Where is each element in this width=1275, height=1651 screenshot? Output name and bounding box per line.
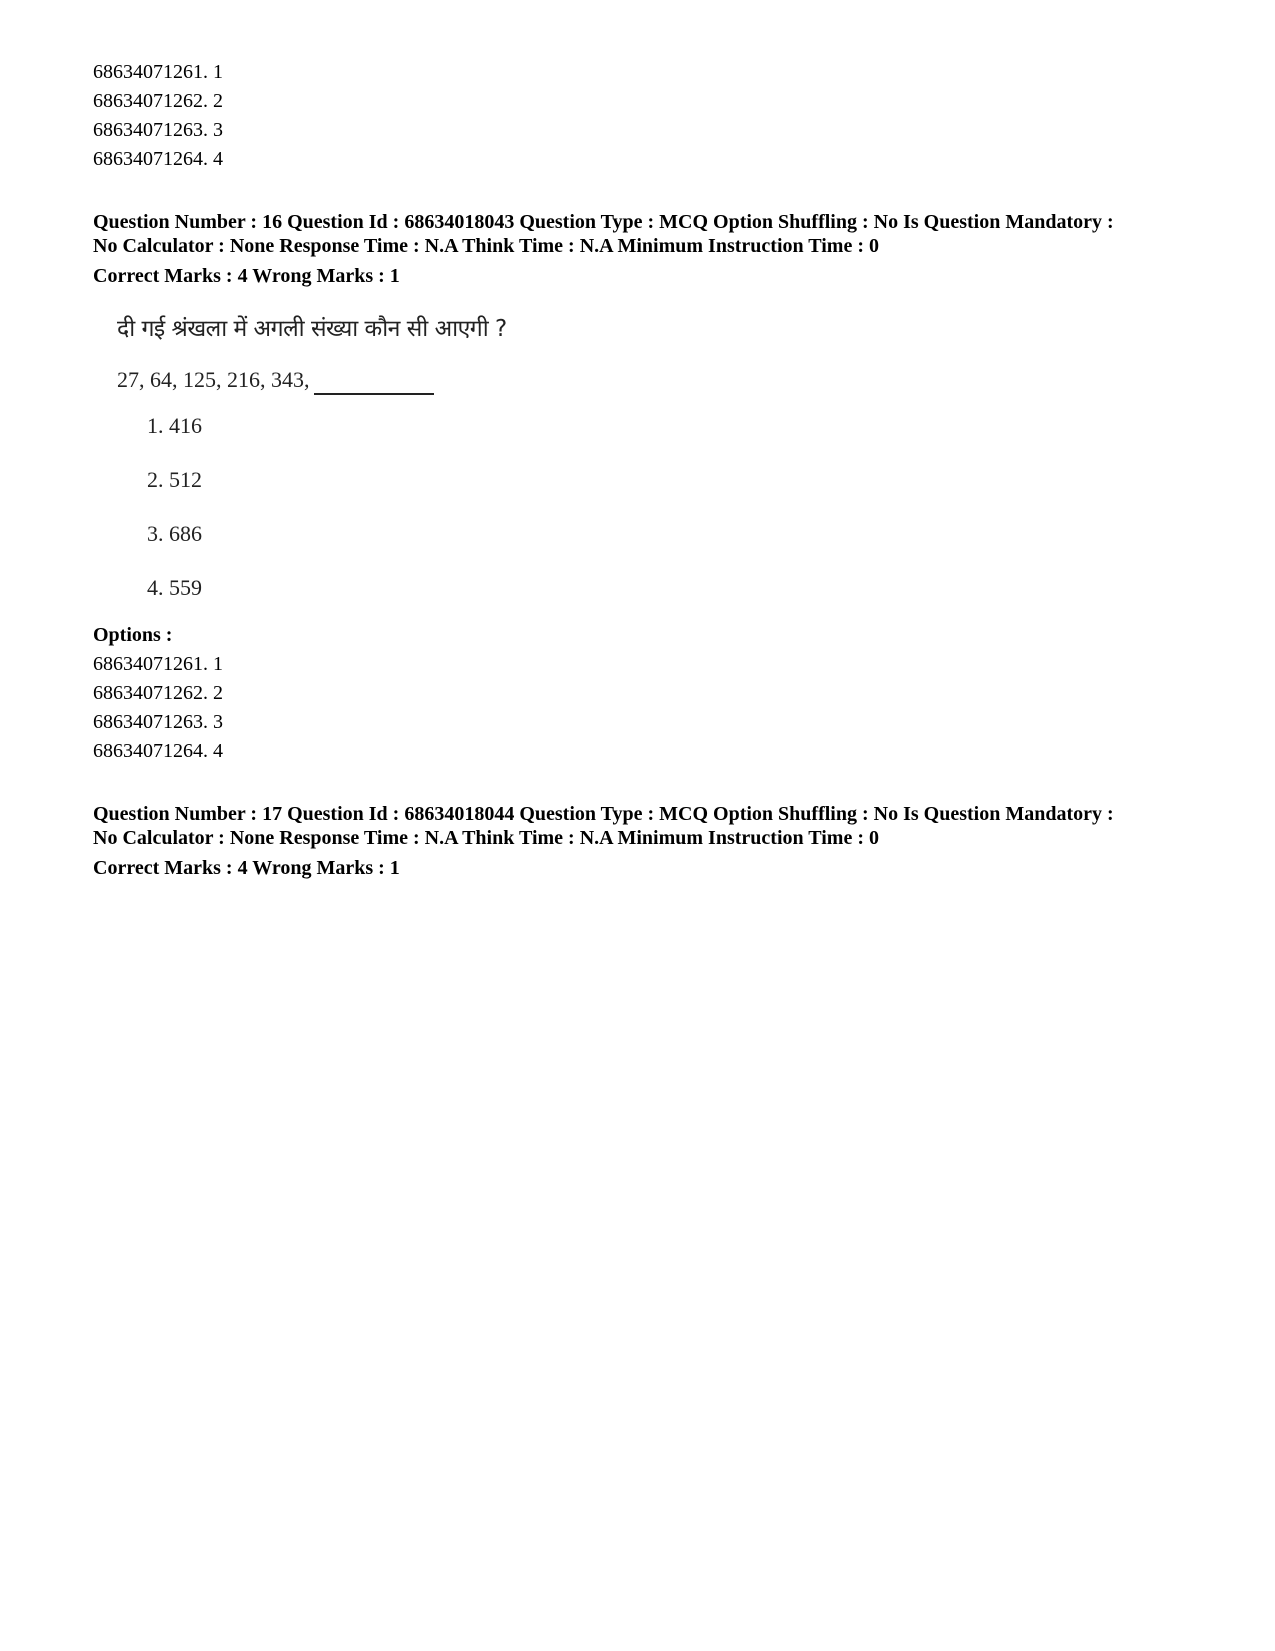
option-line: 68634071262. 2 <box>93 682 223 704</box>
question-meta-line1: Question Number : 16 Question Id : 68634018043 Question Type : MCQ Option Shuffling : No Is Question Mandatory : <box>93 211 1114 233</box>
document-page <box>93 58 1193 883</box>
series-values: 27, 64, 125, 216, 343, <box>117 367 310 392</box>
question-meta-line1: Question Number : 17 Question Id : 68634018044 Question Type : MCQ Option Shuffling : No Is Question Mandatory : <box>93 803 1114 825</box>
option-line: 68634071261. 1 <box>93 653 223 675</box>
question-meta-line2: No Calculator : None Response Time : N.A Think Time : N.A Minimum Instruction Time : 0 <box>93 235 879 257</box>
question-content <box>117 313 1193 603</box>
option-line: 68634071263. 3 <box>93 711 223 733</box>
choice-item: 1. 416 <box>147 413 202 438</box>
choice-item: 2. 512 <box>147 467 202 492</box>
option-line: 68634071263. 3 <box>93 119 223 141</box>
question-meta-line2: No Calculator : None Response Time : N.A Think Time : N.A Minimum Instruction Time : 0 <box>93 827 879 849</box>
answer-blank <box>314 371 434 395</box>
option-line: 68634071261. 1 <box>93 61 223 83</box>
options-list <box>93 650 1193 766</box>
choice-item: 3. 686 <box>147 521 202 546</box>
question-16 <box>93 210 1193 766</box>
question-marks: Correct Marks : 4 Wrong Marks : 1 <box>93 265 400 287</box>
option-line: 68634071264. 4 <box>93 148 223 170</box>
options-label: Options : <box>93 624 173 646</box>
number-series <box>117 365 1193 395</box>
question-marks: Correct Marks : 4 Wrong Marks : 1 <box>93 857 400 879</box>
question-text: दी गई श्रंखला में अगली संख्या कौन सी आएगी ? <box>117 316 507 342</box>
option-line: 68634071264. 4 <box>93 740 223 762</box>
choice-list <box>147 411 1193 603</box>
question-17 <box>93 802 1193 883</box>
previous-options-list <box>93 58 1193 174</box>
choice-item: 4. 559 <box>147 575 202 600</box>
option-line: 68634071262. 2 <box>93 90 223 112</box>
